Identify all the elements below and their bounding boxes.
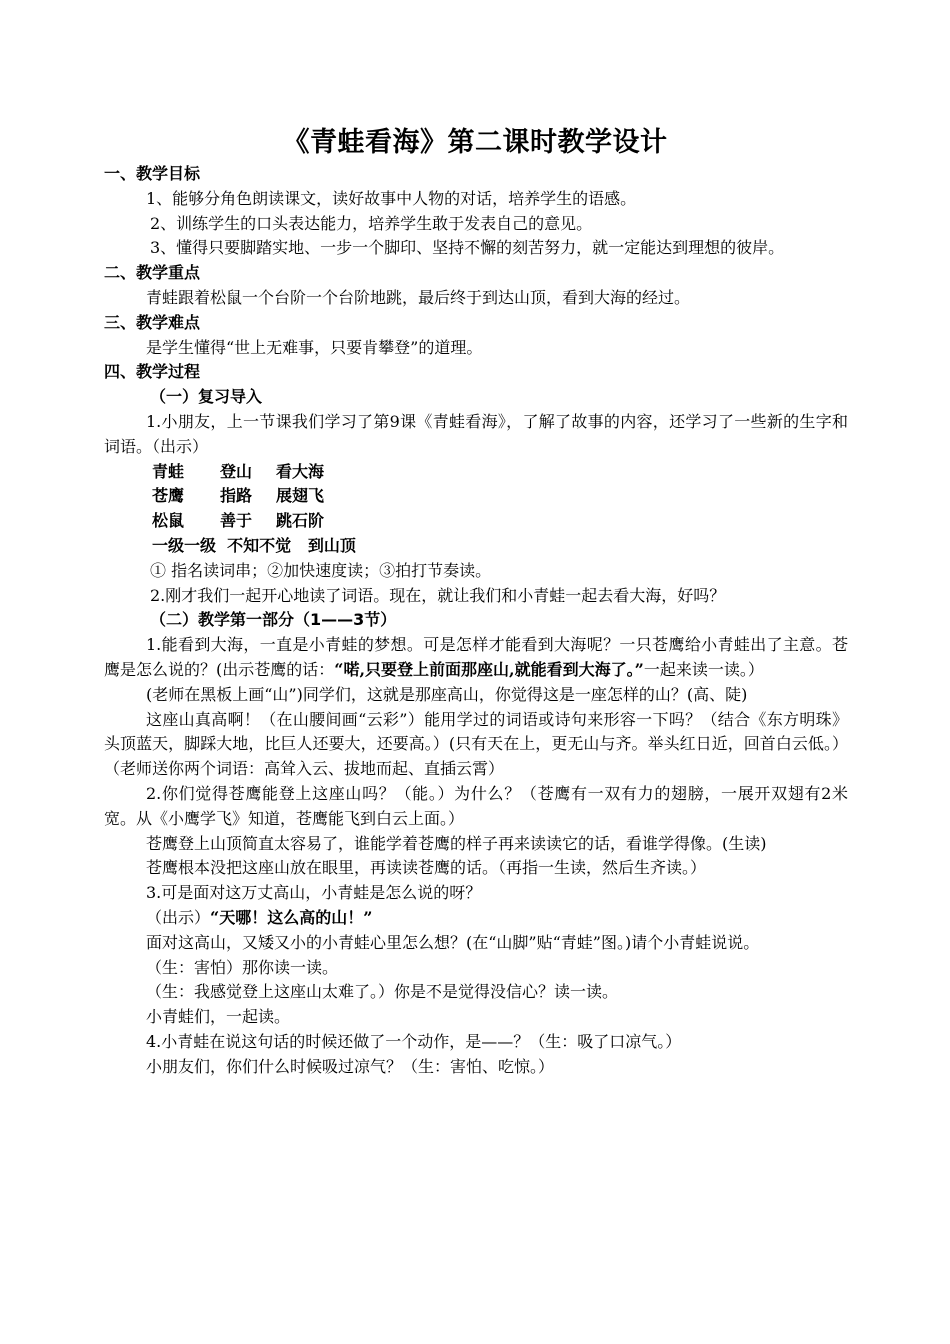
word-row (104, 484, 848, 509)
subsection-heading-part-one: （二）教学第一部分（1——3节） (150, 610, 397, 630)
word: 展翅飞 (276, 486, 325, 506)
word: 看大海 (276, 461, 325, 481)
paragraph-eagle-reread: 苍鹰根本没把这座山放在眼里，再读读苍鹰的话。（再指一生读，然后生齐读。） (146, 858, 707, 878)
subsection-heading-review: （一）复习导入 (150, 387, 263, 407)
paragraph-eagle-read: 苍鹰登上山顶简直太容易了，谁能学着苍鹰的样子再来读读它的话，看谁学得像。(生读) (146, 833, 767, 853)
paragraph-frog-action: 4.小青蛙在说这句话的时候还做了一个动作，是——？（生：吸了口凉气。） (146, 1031, 682, 1051)
goal-item-1: 1、能够分角色朗读课文，读好故事中人物的对话，培养学生的语感。 (146, 188, 637, 208)
key-point-text: 青蛙跟着松鼠一个台阶一个台阶地跳，最后终于到达山顶，看到大海的经过。 (146, 287, 691, 307)
paragraph-frog-quote: （出示）“天哪！这么高的山！” (146, 907, 373, 927)
word: 登山 (220, 461, 253, 481)
section-heading-key: 二、教学重点 (104, 263, 201, 283)
page-title: 《青蛙看海》第二课时教学设计 (282, 127, 668, 158)
paragraph-clouds: 这座山真高啊！（在山腰间画“云彩”）能用学过的词语或诗句来形容一下吗？（结合《东方明珠》头顶蓝天，脚踩大地，比巨人还要大，还要高。）(只有天在上，更无山与齐。举头红日近，回首白云低。）（老师送你两个词语：高耸入云、拔地而起、直插云霄） (104, 709, 848, 779)
word: 指路 (220, 486, 253, 506)
paragraph-mountain: (老师在黑板上画“山”)同学们，这就是那座高山，你觉得这是一座怎样的山？(高、陡) (146, 684, 748, 704)
word: 松鼠 (152, 511, 185, 531)
difficulty-text: 是学生懂得“世上无难事，只要肯攀登”的道理。 (146, 337, 483, 357)
frog-quote: “天哪！这么高的山！” (210, 907, 373, 927)
paragraph-read-together: 小青蛙们，一起读。 (146, 1007, 291, 1027)
paragraph-cold-breath: 小朋友们，你们什么时候吸过凉气？（生：害怕、吃惊。） (146, 1056, 555, 1076)
section-heading-process: 四、教学过程 (104, 362, 201, 382)
eagle-quote: “喏,只要登上前面那座山,就能看到大海了。” (334, 659, 644, 679)
reading-instructions: ① 指名读词串；②加快速度读；③拍打节奏读。 (150, 560, 492, 580)
document-body (104, 162, 848, 1079)
word: 跳石阶 (276, 511, 325, 531)
review-intro-paragraph: 1.小朋友，上一节课我们学习了第9课《青蛙看海》，了解了故事的内容，还学习了一些新的生字和词语。（出示） (104, 411, 848, 456)
goal-item-2: 2、训练学生的口头表达能力，培养学生敢于发表自己的意见。 (150, 213, 593, 233)
word-row (104, 509, 848, 534)
paragraph-eagle-ability: 2.你们觉得苍鹰能登上这座山吗？（能。）为什么？（苍鹰有一双有力的翅膀，一展开双翅有2米宽。从《小鹰学飞》知道，苍鹰能飞到白云上面。） (104, 783, 848, 828)
word-row (104, 460, 848, 485)
paragraph-student-afraid: （生：害怕）那你读一读。 (146, 957, 339, 977)
word: 青蛙 (152, 461, 185, 481)
transition-text: 2.刚才我们一起开心地读了词语。现在，就让我们和小青蛙一起去看大海，好吗？ (150, 585, 726, 605)
section-heading-goals: 一、教学目标 (104, 164, 201, 183)
section-heading-difficulty: 三、教学难点 (104, 312, 201, 332)
word: 善于 (220, 511, 253, 531)
goal-item-3: 3、懂得只要脚踏实地、一步一个脚印、坚持不懈的刻苦努力，就一定能达到理想的彼岸。 (150, 238, 785, 258)
paragraph-frog-thought: 面对这高山，又矮又小的小青蛙心里怎么想？(在“山脚”贴“青蛙”图。)请个小青蛙说说。 (146, 932, 760, 952)
word: 苍鹰 (152, 486, 185, 506)
paragraph-student-hard: （生：我感觉登上这座山太难了。）你是不是觉得没信心？读一读。 (146, 982, 619, 1002)
paragraph-eagle-intro: 1.能看到大海，一直是小青蛙的梦想。可是怎样才能看到大海呢？一只苍鹰给小青蛙出了主意。苍鹰是怎么说的？(出示苍鹰的话：“喏,只要登上前面那座山,就能看到大海了。”一起来读一读。） (104, 635, 848, 679)
paragraph-frog-question: 3.可是面对这万丈高山，小青蛙是怎么说的呀？ (146, 883, 482, 903)
word-row-last: 一级一级 不知不觉 到山顶 (152, 535, 356, 555)
